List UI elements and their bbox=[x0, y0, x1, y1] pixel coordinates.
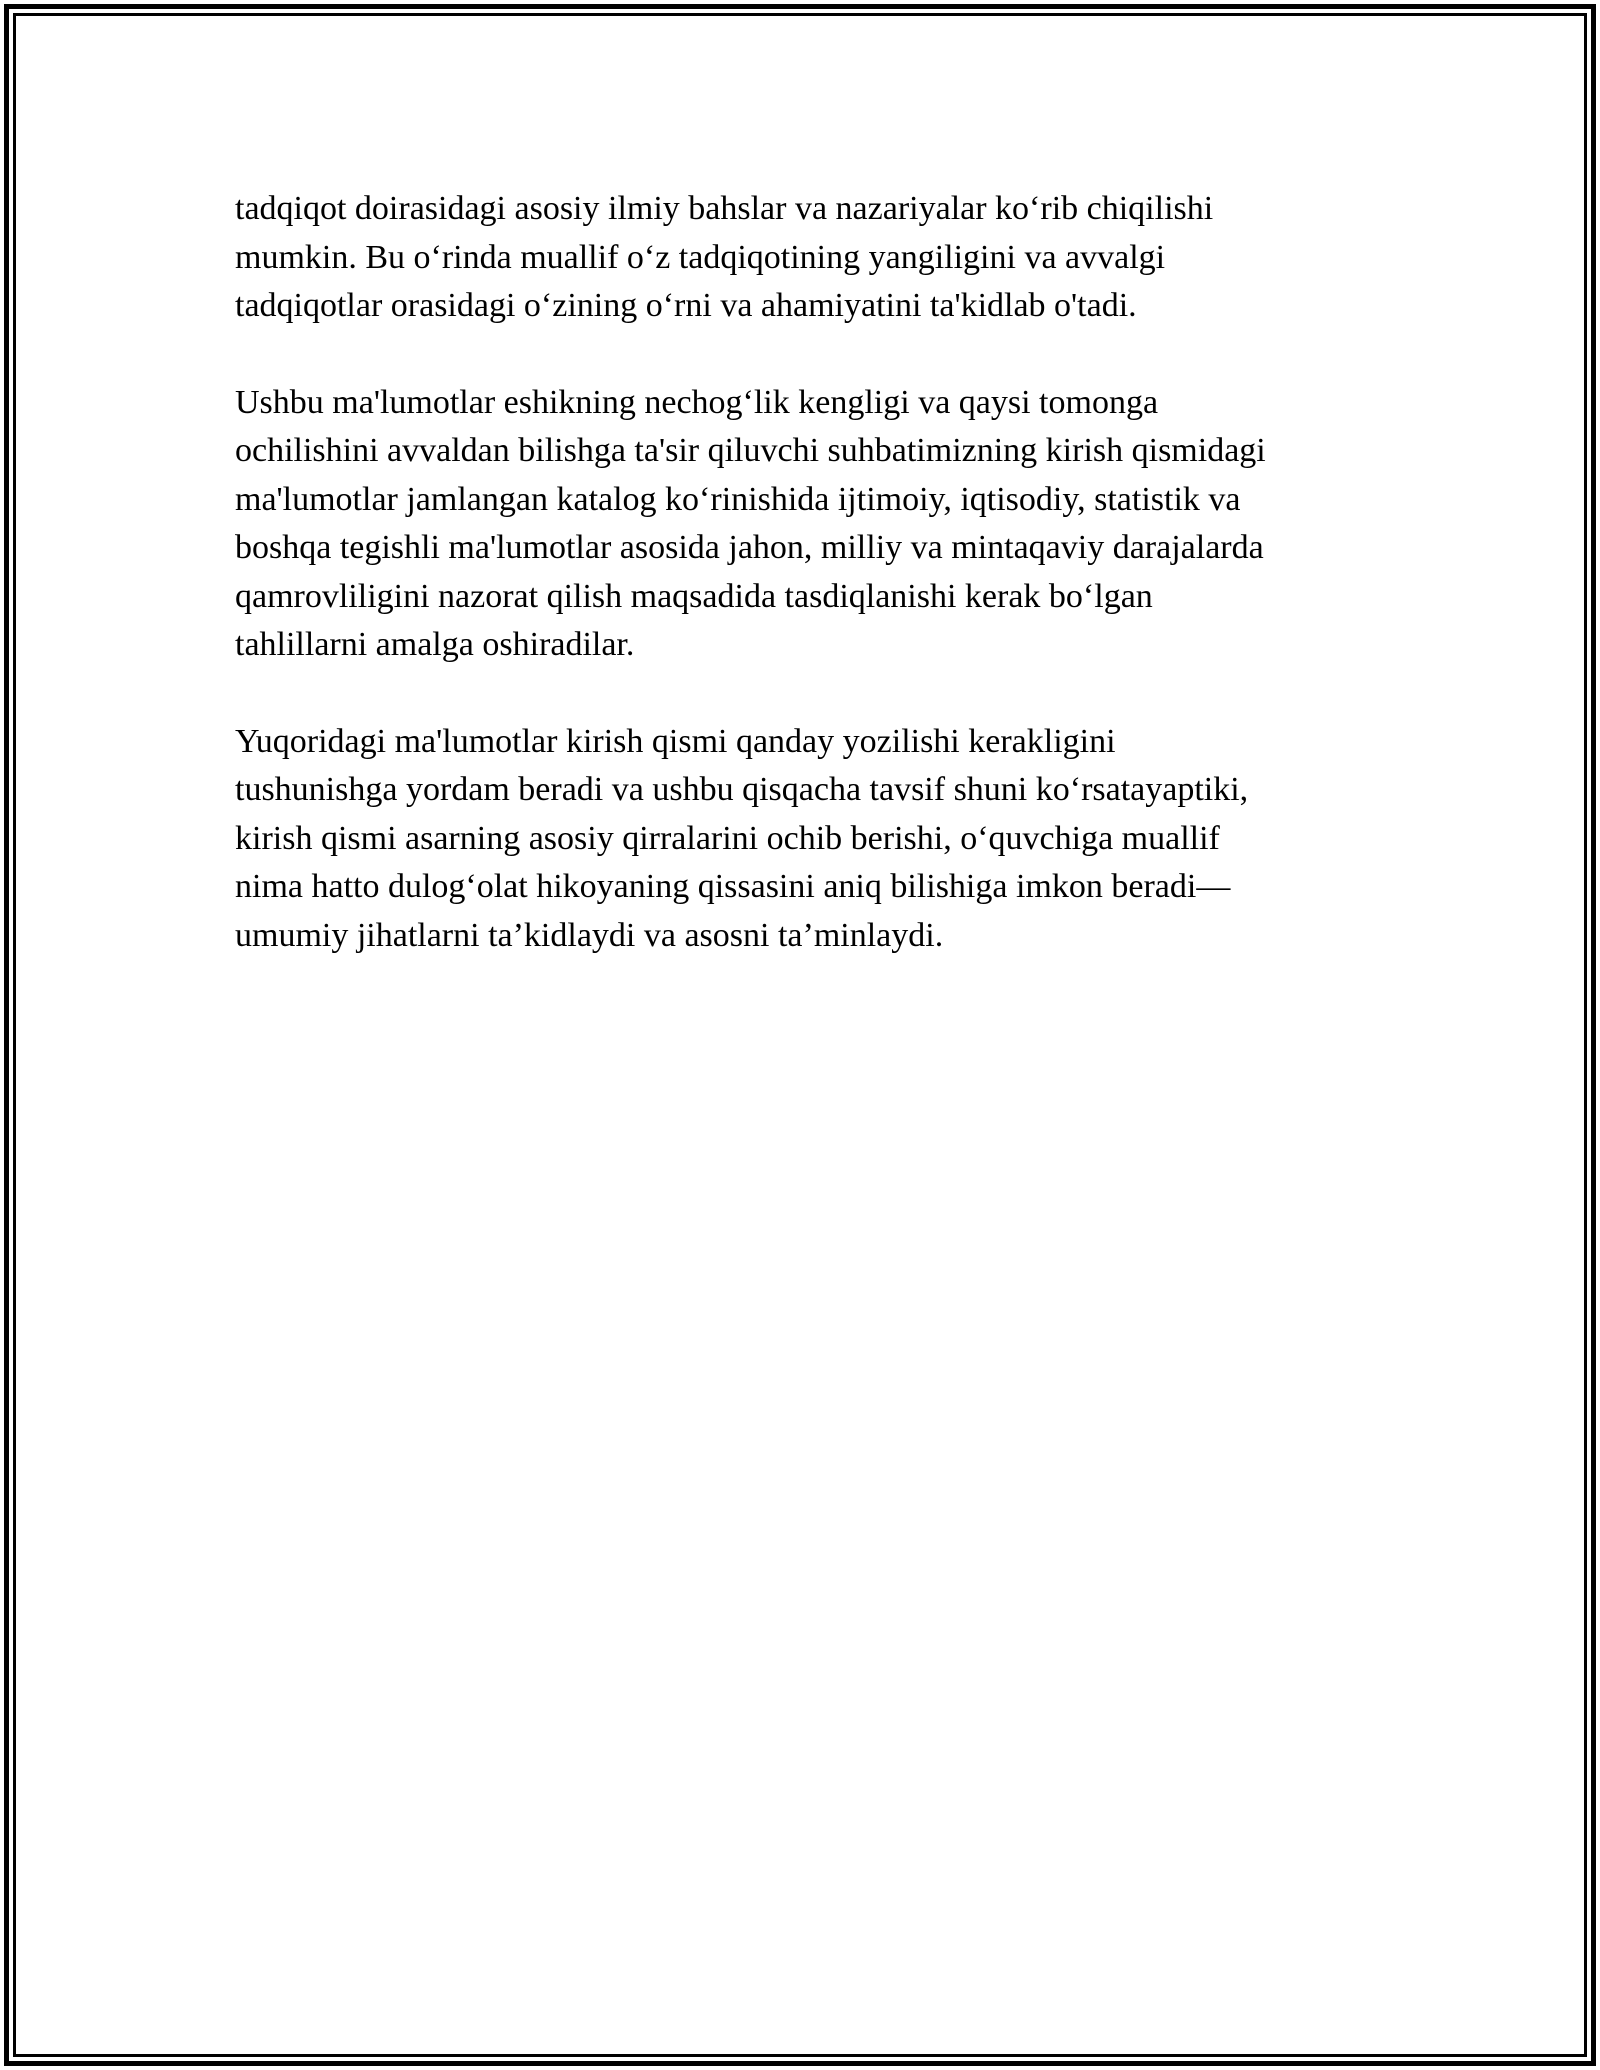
document-body bbox=[235, 185, 1365, 1008]
paragraph-1: tadqiqot doirasidagi asosiy ilmiy bahslar va nazariyalar ko‘rib chiqilishi mumkin. Bu o‘rinda muallif o‘z tadqiqotining yangiligini va avvalgi tadqiqotlar orasidagi o‘zining o‘rni va ahamiyatini ta'kidlab o'tadi. bbox=[235, 190, 1214, 324]
paragraph-3: Yuqoridagi ma'lumotlar kirish qismi qanday yozilishi kerakligini tushunishga yordam beradi va ushbu qisqacha tavsif shuni ko‘rsatayaptiki, kirish qismi asarning asosiy qirralarini ochib berishi, o‘quvchiga muallif nima hatto dulog‘olat hikoyaning qissasini aniq bilishiga imkon beradi— umumiy jihatlarni ta’kidlaydi va asosni ta’minlaydi. bbox=[235, 722, 1249, 954]
paragraph-2: Ushbu ma'lumotlar eshikning nechog‘lik kengligi va qaysi tomonga ochilishini avvaldan bilishga ta'sir qiluvchi suhbatimizning kirish qismidagi ma'lumotlar jamlangan katalog ko‘rinishida ijtimoiy, iqtisodiy, statistik va boshqa tegishli ma'lumotlar asosida jahon, milliy va mintaqaviy darajalarda qamrovliligini nazorat qilish maqsadida tasdiqlanishi kerak bo‘lgan tahlillarni amalga oshiradilar. bbox=[235, 383, 1266, 663]
